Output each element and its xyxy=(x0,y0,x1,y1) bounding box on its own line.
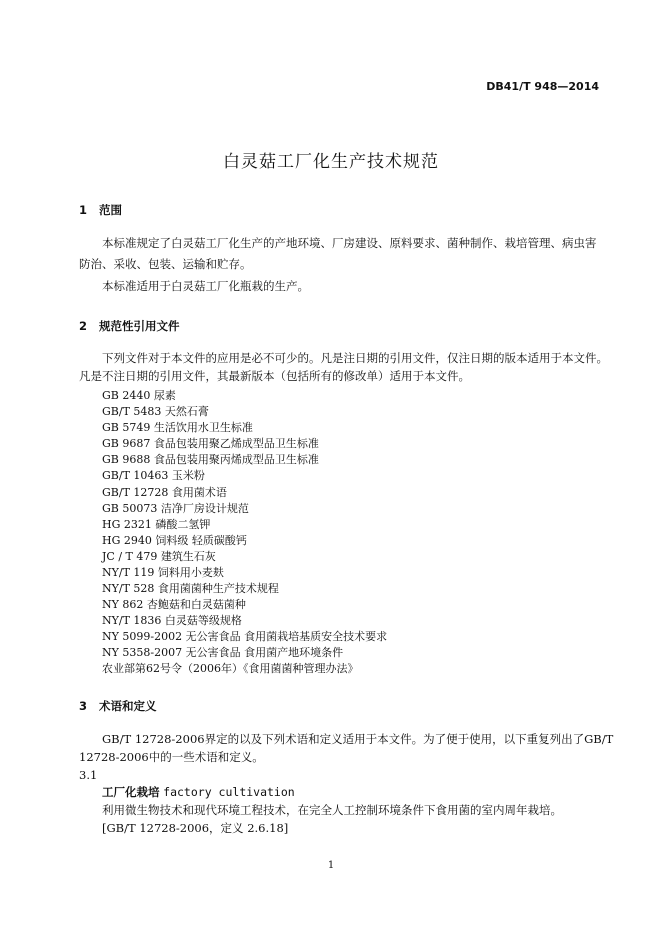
reference-item: NY 862 杏鲍菇和白灵菇菌种 xyxy=(102,598,246,611)
reference-item: NY 5358-2007 无公害食品 食用菌产地环境条件 xyxy=(102,646,344,659)
section-1-number: 1 xyxy=(79,203,88,217)
section-2-number: 2 xyxy=(79,319,88,333)
term-source: [GB/T 12728-2006，定义 2.6.18] xyxy=(102,821,289,835)
reference-item: GB 5749 生活饮用水卫生标准 xyxy=(102,421,253,434)
document-code: DB41/T 948—2014 xyxy=(486,80,599,93)
reference-item: NY/T 1836 白灵菇等级规格 xyxy=(102,614,242,627)
reference-item: GB 50073 洁净厂房设计规范 xyxy=(102,502,249,515)
reference-item: GB 9687 食品包装用聚乙烯成型品卫生标准 xyxy=(102,437,319,450)
section-3-intro-line1: GB/T 12728-2006界定的以及下列术语和定义适用于本文件。为了便于使用，以下重复列出了GB/T xyxy=(102,732,614,746)
section-2-intro-line1: 下列文件对于本文件的应用是必不可少的。凡是注日期的引用文件，仅注日期的版本适用于本文件。 xyxy=(102,351,608,365)
reference-item: NY/T 119 饲料用小麦麸 xyxy=(102,566,224,579)
reference-item: 农业部第62号令（2006年）《食用菌菌种管理办法》 xyxy=(102,662,359,675)
reference-item: NY 5099-2002 无公害食品 食用菌栽培基质安全技术要求 xyxy=(102,630,388,643)
section-2-intro-line2: 凡是不注日期的引用文件，其最新版本（包括所有的修改单）适用于本文件。 xyxy=(79,369,470,383)
reference-item: GB/T 10463 玉米粉 xyxy=(102,469,205,482)
section-1-title: 范围 xyxy=(99,203,122,217)
term-chinese: 工厂化栽培 xyxy=(102,785,160,799)
section-1-para2: 本标准适用于白灵菇工厂化瓶栽的生产。 xyxy=(102,279,309,293)
section-1-heading xyxy=(79,202,122,218)
section-2-heading xyxy=(79,318,180,334)
section-3-title: 术语和定义 xyxy=(99,699,157,713)
reference-item: HG 2940 饲料级 轻质碳酸钙 xyxy=(102,534,247,547)
document-title: 白灵菇工厂化生产技术规范 xyxy=(223,152,439,172)
reference-item: GB/T 12728 食用菌术语 xyxy=(102,486,227,499)
page-number: 1 xyxy=(327,860,335,871)
term-number: 3.1 xyxy=(79,768,98,782)
term-english: factory cultivation xyxy=(163,785,295,799)
section-1-para1-line2: 防治、采收、包装、运输和贮存。 xyxy=(79,257,252,271)
reference-item: NY/T 528 食用菌菌种生产技术规程 xyxy=(102,582,279,595)
section-3-number: 3 xyxy=(79,699,88,713)
reference-item: HG 2321 磷酸二氢钾 xyxy=(102,518,211,531)
reference-item: GB 9688 食品包装用聚丙烯成型品卫生标准 xyxy=(102,453,319,466)
reference-item: GB 2440 尿素 xyxy=(102,389,176,402)
section-2-title: 规范性引用文件 xyxy=(99,319,180,333)
term-heading xyxy=(102,783,295,801)
section-1-para1-line1: 本标准规定了白灵菇工厂化生产的产地环境、厂房建设、原料要求、菌种制作、栽培管理、病虫害 xyxy=(102,236,597,250)
reference-item: JC / T 479 建筑生石灰 xyxy=(102,550,216,563)
section-3-intro-line2: 12728-2006中的一些术语和定义。 xyxy=(79,750,264,764)
reference-item: GB/T 5483 天然石膏 xyxy=(102,405,209,418)
section-3-heading xyxy=(79,698,157,714)
term-definition: 利用微生物技术和现代环境工程技术，在完全人工控制环境条件下食用菌的室内周年栽培。 xyxy=(102,803,562,817)
